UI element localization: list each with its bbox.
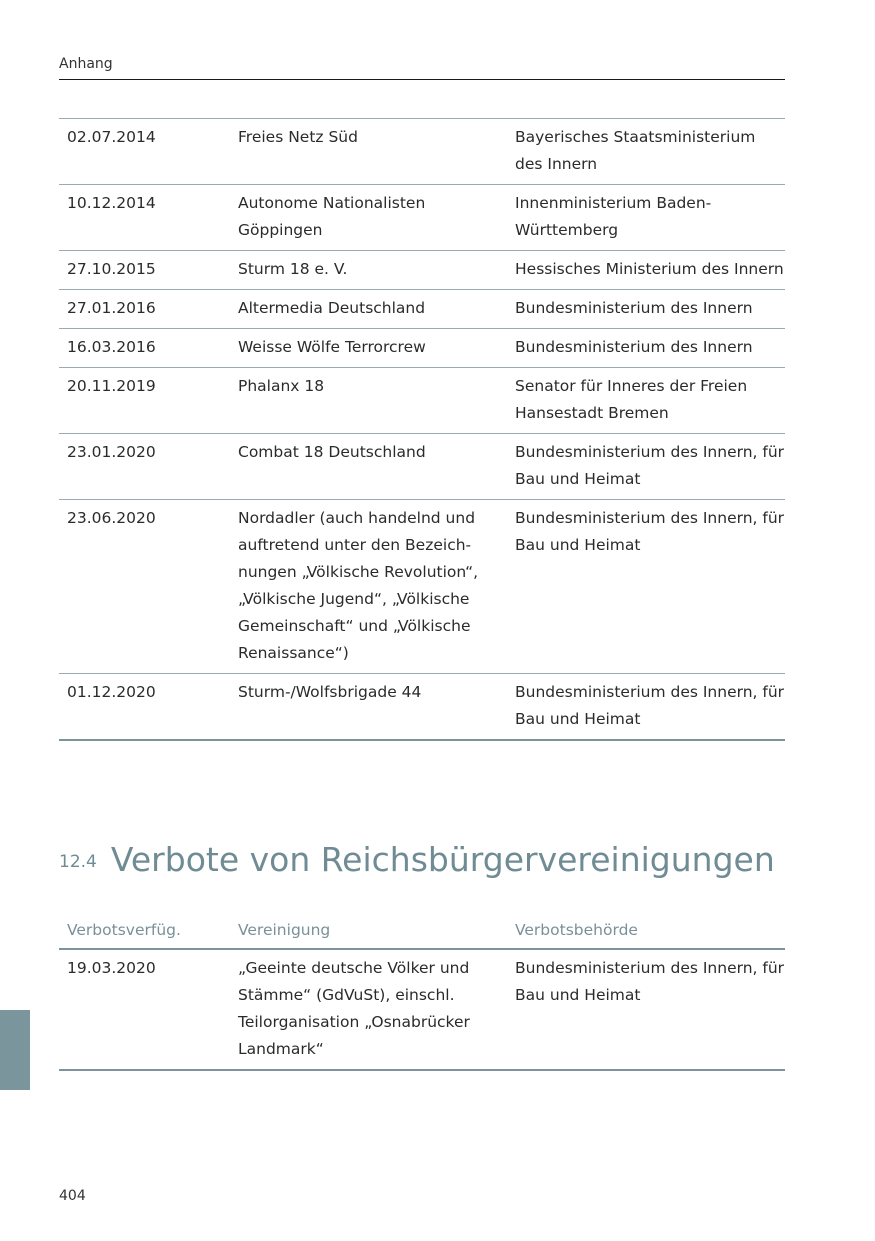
ban-table-rightwing (59, 118, 785, 741)
banning-authority: Bundesministerium des Innern, für Bau und Heimat (515, 443, 785, 488)
table-row (59, 368, 785, 434)
banning-authority: Bundesministerium des Innern (515, 338, 753, 356)
table-row (59, 119, 785, 185)
ban-date: 27.10.2015 (67, 260, 156, 278)
table-row (59, 185, 785, 251)
association-name: Phalanx 18 (238, 377, 325, 395)
ban-date: 19.03.2020 (67, 959, 156, 977)
chapter-tab-marker (0, 1010, 30, 1090)
association-name: Combat 18 Deutschland (238, 443, 426, 461)
table-row (59, 949, 785, 1070)
association-name: Altermedia Deutschland (238, 299, 426, 317)
page-number: 404 (59, 1188, 86, 1204)
association-name: Weisse Wölfe Terrorcrew (238, 338, 426, 356)
ban-date: 16.03.2016 (67, 338, 156, 356)
ban-date: 02.07.2014 (67, 128, 156, 146)
section-heading (59, 840, 775, 879)
ban-date: 23.06.2020 (67, 509, 156, 527)
header-rule (59, 79, 785, 80)
ban-date: 20.11.2019 (67, 377, 156, 395)
association-name: Sturm-/Wolfsbrigade 44 (238, 683, 422, 701)
table-row (59, 674, 785, 741)
table-row (59, 290, 785, 329)
banning-authority: Bundesministerium des Innern (515, 299, 753, 317)
ban-date: 01.12.2020 (67, 683, 156, 701)
running-head: Anhang (59, 56, 113, 72)
association-name: Autonome Nationalisten Göppingen (238, 194, 426, 239)
banning-authority: Bundesministerium des Innern, für Bau und Heimat (515, 959, 785, 1004)
banning-authority: Bundesministerium des Innern, für Bau und Heimat (515, 509, 785, 554)
section-number: 12.4 (59, 852, 97, 872)
ban-date: 27.01.2016 (67, 299, 156, 317)
ban-date: 10.12.2014 (67, 194, 156, 212)
association-name: Freies Netz Süd (238, 128, 358, 146)
association-name: „Geeinte deutsche Völker und Stämme“ (GdVuSt), einschl. Teilorganisation „Osnabrücker Landmark“ (238, 959, 470, 1058)
banning-authority: Hessisches Ministerium des Innern (515, 260, 784, 278)
table-row (59, 329, 785, 368)
table-row (59, 434, 785, 500)
table-row (59, 251, 785, 290)
table-header-row (59, 912, 785, 949)
banning-authority: Senator für Inneres der Freien Hansestadt Bremen (515, 377, 748, 422)
banning-authority: Innenministerium Baden-Württemberg (515, 194, 712, 239)
column-header-authority: Verbotsbehörde (515, 921, 638, 939)
association-name: Nordadler (auch handelnd und auftretend unter den Bezeich- nungen „Völkische Revolution“, „Völkische Jugend“, „Völkische Gemeinschaft“ und „Völkische Renaissance“) (238, 509, 479, 662)
section-title: Verbote von Reichsbürgervereinigungen (110, 840, 775, 879)
ban-table-reichsbuerger (59, 912, 785, 1071)
table-row (59, 500, 785, 674)
ban-date: 23.01.2020 (67, 443, 156, 461)
association-name: Sturm 18 e. V. (238, 260, 348, 278)
column-header-association: Vereinigung (238, 921, 331, 939)
banning-authority: Bundesministerium des Innern, für Bau und Heimat (515, 683, 785, 728)
banning-authority: Bayerisches Staatsministerium des Innern (515, 128, 756, 173)
column-header-date: Verbotsverfüg. (67, 921, 181, 939)
